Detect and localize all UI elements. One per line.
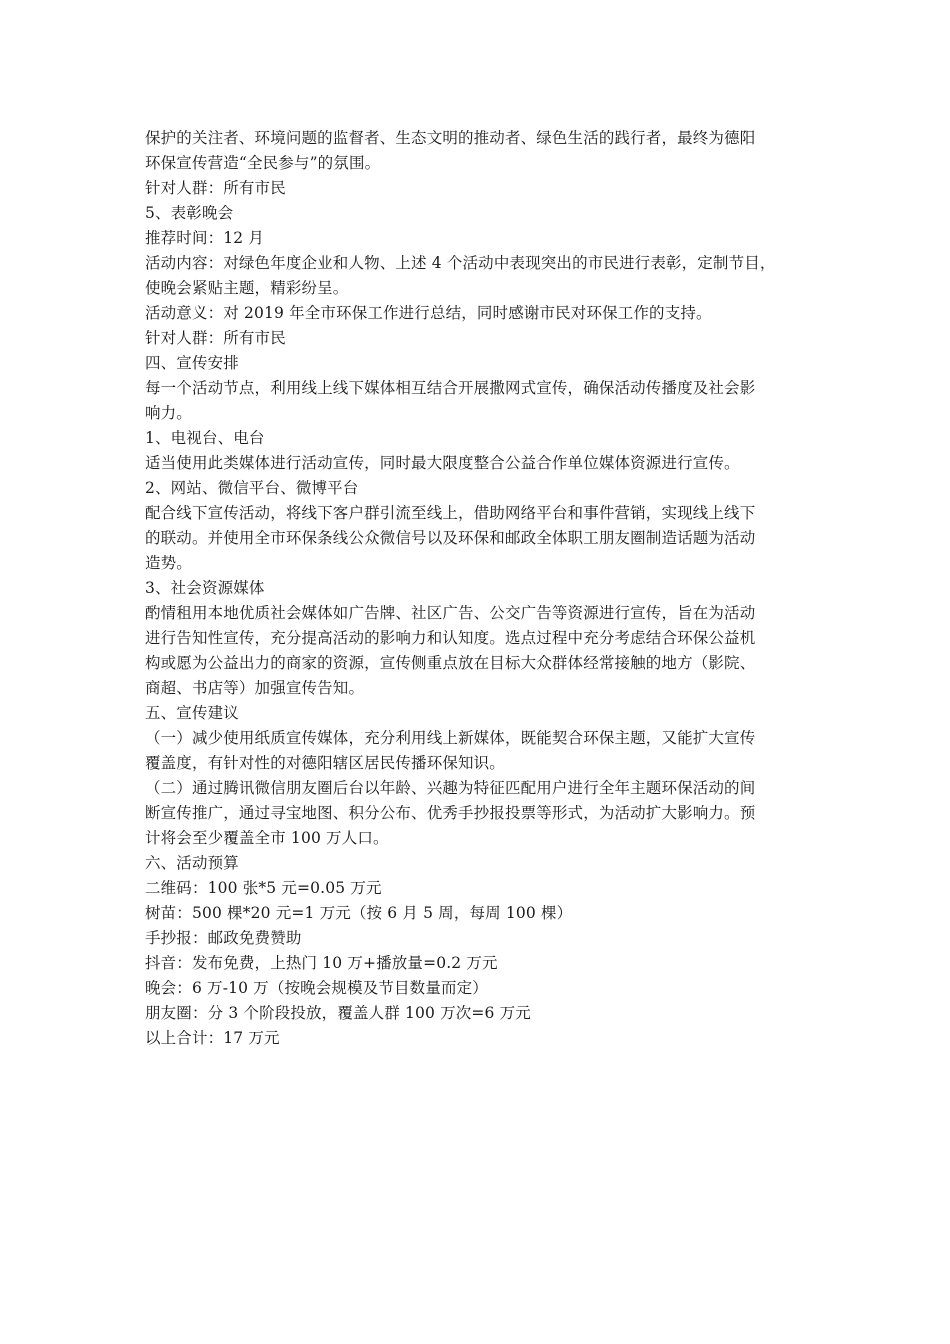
section-heading: 5、表彰晚会 <box>145 204 234 222</box>
text-line: 活动意义：对 2019 年全市环保工作进行总结，同时感谢市民对环保工作的支持。 <box>145 304 712 322</box>
subsection-heading: 3、社会资源媒体 <box>145 579 265 597</box>
section-heading: 六、活动预算 <box>145 854 239 872</box>
budget-item: 手抄报：邮政免费赞助 <box>145 929 302 947</box>
section-heading: 五、宣传建议 <box>145 704 239 722</box>
text-line: 配合线下宣传活动，将线下客户群引流至线上，借助网络平台和事件营销，实现线上线下 <box>145 504 756 522</box>
text-line: 活动内容：对绿色年度企业和人物、上述 4 个活动中表现突出的市民进行表彰，定制节目， <box>145 254 776 272</box>
text-line: 针对人群：所有市民 <box>145 179 286 197</box>
subsection-heading: 2、网站、微信平台、微博平台 <box>145 479 359 497</box>
text-line: 针对人群：所有市民 <box>145 329 286 347</box>
text-line: 计将会至少覆盖全市 100 万人口。 <box>145 829 389 847</box>
budget-item: 二维码：100 张*5 元=0.05 万元 <box>145 879 382 897</box>
text-line: （二）通过腾讯微信朋友圈后台以年龄、兴趣为特征匹配用户进行全年主题环保活动的间 <box>145 779 756 797</box>
subsection-heading: 1、电视台、电台 <box>145 429 265 447</box>
text-line: 造势。 <box>145 554 192 572</box>
text-line: 酌情租用本地优质社会媒体如广告牌、社区广告、公交广告等资源进行宣传，旨在为活动 <box>145 604 756 622</box>
text-line: 进行告知性宣传，充分提高活动的影响力和认知度。选点过程中充分考虑结合环保公益机 <box>145 629 756 647</box>
budget-item: 抖音：发布免费，上热门 10 万+播放量=0.2 万元 <box>145 954 498 972</box>
text-line: 环保宣传营造“全民参与”的氛围。 <box>145 154 381 172</box>
text-line: 覆盖度，有针对性的对德阳辖区居民传播环保知识。 <box>145 754 505 772</box>
budget-total: 以上合计：17 万元 <box>145 1029 280 1047</box>
text-line: 断宣传推广，通过寻宝地图、积分公布、优秀手抄报投票等形式，为活动扩大影响力。预 <box>145 804 756 822</box>
text-line: 使晚会紧贴主题，精彩纷呈。 <box>145 279 349 297</box>
text-line: 商超、书店等）加强宣传告知。 <box>145 679 365 697</box>
budget-item: 树苗：500 棵*20 元=1 万元（按 6 月 5 周，每周 100 棵） <box>145 904 573 922</box>
text-line: 的联动。并使用全市环保条线公众微信号以及环保和邮政全体职工朋友圈制造话题为活动 <box>145 529 756 547</box>
section-heading: 四、宣传安排 <box>145 354 239 372</box>
budget-item: 朋友圈：分 3 个阶段投放，覆盖人群 100 万次=6 万元 <box>145 1004 531 1022</box>
text-line: 保护的关注者、环境问题的监督者、生态文明的推动者、绿色生活的践行者，最终为德阳 <box>145 129 756 147</box>
document-body <box>145 126 813 1051</box>
text-line: 响力。 <box>145 404 192 422</box>
text-line: （一）减少使用纸质宣传媒体，充分利用线上新媒体，既能契合环保主题，又能扩大宣传 <box>145 729 756 747</box>
text-line: 每一个活动节点，利用线上线下媒体相互结合开展撒网式宣传，确保活动传播度及社会影 <box>145 379 756 397</box>
text-line: 适当使用此类媒体进行活动宣传，同时最大限度整合公益合作单位媒体资源进行宣传。 <box>145 454 740 472</box>
text-line: 构或愿为公益出力的商家的资源，宣传侧重点放在目标大众群体经常接触的地方（影院、 <box>145 654 756 672</box>
budget-item: 晚会：6 万-10 万（按晚会规模及节目数量而定） <box>145 979 488 997</box>
text-line: 推荐时间：12 月 <box>145 229 265 247</box>
